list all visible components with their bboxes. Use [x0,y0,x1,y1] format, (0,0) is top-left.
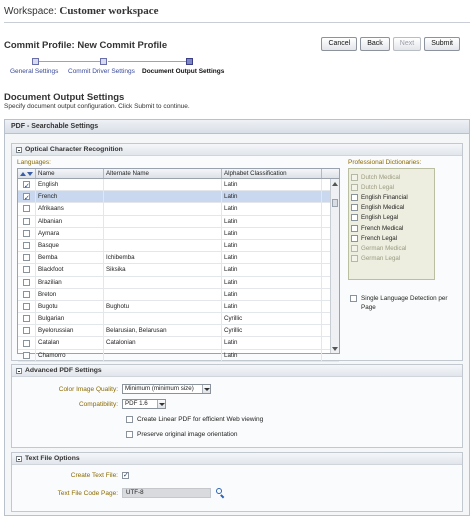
language-alternate-name: Bughotu [104,301,222,312]
table-row[interactable] [18,191,339,203]
dictionary-item[interactable] [351,203,432,213]
compatibility-label: Compatibility: [78,400,118,408]
color-quality-label: Color Image Quality: [58,385,118,393]
dictionary-label: French Legal [361,234,398,242]
table-row[interactable] [18,325,339,337]
preserve-orientation-row[interactable] [126,431,237,438]
code-page-label: Text File Code Page: [57,489,118,497]
language-alphabet: Latin [222,350,322,361]
dictionary-checkbox[interactable] [351,235,358,242]
language-alphabet: Latin [222,301,322,312]
language-checkbox[interactable] [23,291,30,298]
language-name: French [36,191,104,202]
train-connector [36,61,104,62]
language-alternate-name [104,289,222,300]
language-alphabet: Latin [222,277,322,288]
languages-label: Languages: [17,159,51,166]
language-alternate-name: Belarusian, Belarusan [104,325,222,336]
dictionary-item [351,254,432,264]
linear-pdf-checkbox[interactable] [126,416,133,423]
train-link-commit-driver[interactable]: Commit Driver Settings [68,68,135,75]
language-name: Basque [36,240,104,251]
code-page-field: UTF-8 [122,488,211,498]
language-alternate-name [104,240,222,251]
dictionary-checkbox [351,255,358,262]
dictionary-label: German Medical [361,244,407,252]
compatibility-select[interactable] [122,399,166,409]
table-body [18,179,339,362]
text-file-panel-header[interactable] [12,453,462,465]
table-row[interactable] [18,337,339,349]
dictionaries-label: Professional Dictionaries: [348,159,422,166]
language-checkbox[interactable] [23,266,30,273]
language-name: Albanian [36,216,104,227]
chevron-down-icon[interactable] [202,385,210,393]
column-header-alternate-name[interactable]: Alternate Name [104,169,222,178]
section-description: Specify document output configuration. Click Submit to continue. [4,103,190,110]
row-checkbox-cell [18,264,36,275]
row-checkbox-cell [18,350,36,361]
search-icon[interactable] [215,488,225,498]
language-checkbox[interactable] [23,327,30,334]
row-checkbox-cell [18,252,36,263]
text-file-panel [11,452,463,512]
workspace-name: Customer workspace [59,5,159,17]
next-button[interactable]: Next [393,37,421,51]
table-row[interactable] [18,203,339,215]
language-alternate-name: Catalonian [104,337,222,348]
ocr-panel-header[interactable] [12,144,462,156]
dictionary-checkbox [351,245,358,252]
linear-pdf-row[interactable] [126,416,263,423]
language-name: Aymara [36,228,104,239]
dictionary-item[interactable] [351,213,432,223]
create-text-file-checkbox[interactable] [122,472,129,479]
table-row[interactable] [18,264,339,276]
dictionary-label: Dutch Legal [361,183,395,191]
language-alphabet: Latin [222,252,322,263]
dictionary-item [351,172,432,182]
language-checkbox[interactable] [23,279,30,286]
color-quality-select[interactable] [122,384,211,394]
row-checkbox-cell [18,337,36,348]
row-checkbox-cell [18,289,36,300]
language-checkbox[interactable] [23,315,30,322]
language-checkbox[interactable] [23,242,30,249]
row-checkbox-cell [18,277,36,288]
dictionary-item [351,182,432,192]
table-row[interactable] [18,179,339,191]
table-row[interactable] [18,252,339,264]
action-buttons [321,37,460,51]
language-alphabet: Latin [222,216,322,227]
advanced-panel-header[interactable] [12,365,462,377]
language-checkbox[interactable] [23,340,30,347]
code-page-row [12,488,225,498]
language-name: English [36,179,104,190]
language-alternate-name [104,179,222,190]
dictionary-checkbox[interactable] [351,194,358,201]
pdf-panel-header: PDF - Searchable Settings [5,120,469,134]
create-text-file-label: Create Text File: [70,472,118,479]
language-alphabet: Cyrillic [222,325,322,336]
language-name: Breton [36,289,104,300]
dictionary-item[interactable] [351,223,432,233]
language-alternate-name [104,277,222,288]
train-label-document-output: Document Output Settings [142,68,225,75]
language-alternate-name: Ichibemba [104,252,222,263]
language-alternate-name [104,216,222,227]
color-quality-value: Minimum (minimum size) [125,385,194,392]
dictionary-item [351,243,432,253]
dictionary-checkbox[interactable] [351,225,358,232]
table-row[interactable] [18,240,339,252]
ocr-panel-title: Optical Character Recognition [25,146,123,153]
dictionary-label: English Medical [361,204,405,212]
language-checkbox[interactable] [23,254,30,261]
language-alternate-name [104,350,222,361]
language-alternate-name [104,313,222,324]
language-name: Bugotu [36,301,104,312]
advanced-panel-title: Advanced PDF Settings [25,367,102,374]
dictionary-label: English Legal [361,214,399,222]
scroll-up-icon[interactable] [332,180,338,186]
row-checkbox-cell [18,191,36,202]
collapse-icon[interactable] [16,368,22,374]
language-name: Blackfoot [36,264,104,275]
scroll-thumb[interactable] [332,199,338,207]
workspace-prefix: Workspace: [4,6,57,17]
column-header-name[interactable]: Name [36,169,104,178]
table-scrollbar[interactable] [330,179,339,353]
language-name: Brazilian [36,277,104,288]
compatibility-row [12,399,166,409]
row-checkbox-cell [18,216,36,227]
train-stop-commit-driver[interactable] [100,58,107,65]
sort-descending-icon[interactable] [27,172,33,176]
language-alphabet: Latin [222,264,322,275]
train-link-general-settings[interactable]: General Settings [10,68,59,75]
single-language-checkbox[interactable] [350,295,357,302]
language-alphabet: Latin [222,337,322,348]
workspace-title [4,5,158,17]
create-text-file-row [12,472,129,479]
row-checkbox-cell [18,228,36,239]
dictionary-item[interactable] [351,233,432,243]
table-row[interactable] [18,313,339,325]
text-file-panel-title: Text File Options [25,455,80,462]
collapse-icon[interactable] [16,147,22,153]
language-alternate-name: Siksika [104,264,222,275]
language-alphabet: Latin [222,289,322,300]
dictionary-item[interactable] [351,192,432,202]
collapse-icon[interactable] [16,456,22,462]
language-alphabet: Cyrillic [222,313,322,324]
pdf-searchable-panel [4,119,470,516]
sort-ascending-icon[interactable] [20,172,26,176]
dictionary-checkbox [351,174,358,181]
dictionary-label: English Financial [361,193,408,201]
ocr-panel [11,143,463,361]
table-header [18,169,339,179]
advanced-pdf-panel [11,364,463,448]
row-checkbox-cell [18,301,36,312]
single-language-option[interactable] [350,294,460,312]
cancel-button[interactable]: Cancel [321,37,357,51]
wizard-train [12,56,242,80]
row-checkbox-cell [18,179,36,190]
dictionaries-list [348,168,435,280]
column-header-alphabet[interactable]: Alphabet Classification [222,169,322,178]
language-name: Bemba [36,252,104,263]
table-row[interactable] [18,228,339,240]
language-checkbox[interactable] [23,352,30,359]
language-alphabet: Latin [222,179,322,190]
language-alphabet: Latin [222,203,322,214]
language-checkbox[interactable] [23,218,30,225]
chevron-down-icon[interactable] [157,400,165,408]
language-name: Bulgarian [36,313,104,324]
language-alphabet: Latin [222,240,322,251]
dictionary-checkbox[interactable] [351,214,358,221]
linear-pdf-label: Create Linear PDF for efficient Web viewing [137,416,264,423]
color-quality-row [12,384,211,394]
dictionary-checkbox[interactable] [351,204,358,211]
language-checkbox[interactable] [23,205,30,212]
train-stop-document-output [186,58,193,65]
language-checkbox[interactable] [23,181,30,188]
dictionary-label: German Legal [361,255,401,263]
languages-table [17,168,340,359]
train-connector [108,61,188,62]
language-name: Chamorro [36,350,104,361]
section-title: Document Output Settings [4,92,125,103]
row-checkbox-cell [18,203,36,214]
language-checkbox[interactable] [23,193,30,200]
language-name: Catalan [36,337,104,348]
language-alternate-name [104,228,222,239]
back-button[interactable]: Back [360,37,390,51]
header-divider [4,22,470,23]
language-alternate-name [104,203,222,214]
table-row[interactable] [18,277,339,289]
table-row[interactable] [18,216,339,228]
preserve-orientation-checkbox[interactable] [126,431,133,438]
language-alternate-name [104,191,222,202]
language-checkbox[interactable] [23,230,30,237]
preserve-orientation-label: Preserve original image orientation [137,431,238,438]
row-checkbox-cell [18,313,36,324]
compatibility-value: PDF 1.6 [125,400,148,407]
row-checkbox-cell [18,325,36,336]
dictionary-label: French Medical [361,224,404,232]
language-name: Afrikaans [36,203,104,214]
row-checkbox-cell [18,240,36,251]
sort-controls[interactable] [18,169,36,178]
dictionary-label: Dutch Medical [361,173,401,181]
scroll-down-icon[interactable] [332,347,338,351]
table-row[interactable] [18,301,339,313]
table-row[interactable] [18,289,339,301]
single-language-label: Single Language Detection per Page [361,295,448,311]
dictionary-checkbox [351,184,358,191]
page-title: Commit Profile: New Commit Profile [4,40,168,51]
train-stop-general-settings[interactable] [32,58,39,65]
submit-button[interactable]: Submit [424,37,460,51]
language-alphabet: Latin [222,191,322,202]
language-name: Byelorussian [36,325,104,336]
language-checkbox[interactable] [23,303,30,310]
language-alphabet: Latin [222,228,322,239]
table-row[interactable] [18,350,339,362]
